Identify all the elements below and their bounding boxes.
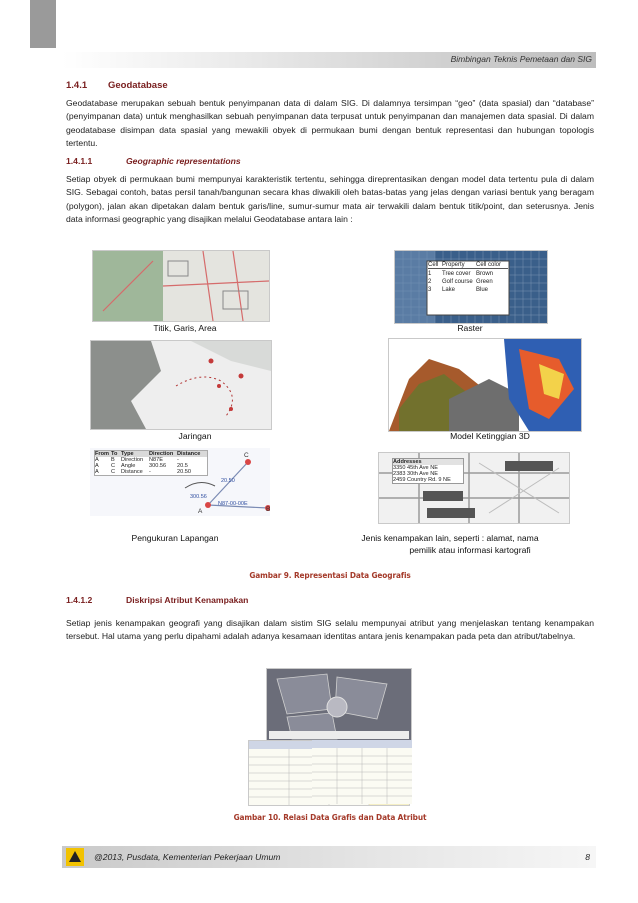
network-map-image [90,340,272,430]
subsection-heading-1 [66,156,241,166]
survey-th: To [111,451,118,457]
paragraph-attribute: Setiap jenis kenampakan geografi yang disajikan dalam sistim SIG selalu mempunyai atribut yang menjelaskan tentang kenampakan tersebut. Hal utama yang perlu dipahami adalah adanya kesamaan identitas antara jenis kenampakan pada peta dan atribut/tabelnya. [66,618,594,642]
survey-label-c: C [244,452,249,459]
survey-cell: Distance [121,469,143,475]
survey-cell: Angle [121,463,136,469]
raster-cell: Blue [476,287,489,293]
survey-cell: C [111,469,116,475]
caption-pengukuran: Pengukuran Lapangan [131,533,219,543]
addresses-title: Addresses [393,459,463,465]
survey-th: From [95,451,109,457]
subsection-number-2: 1.4.1.2 [66,595,93,605]
survey-cell: C [111,463,116,469]
raster-cell: Tree cover [442,271,471,277]
pu-logo-icon [66,848,84,866]
survey-th: Distance [177,451,201,457]
survey-label-a: A [198,508,203,515]
caption-titik-garis-area: Titik, Garis, Area [153,323,217,333]
raster-cell: Brown [476,271,494,277]
raster-cell: Green [476,279,493,285]
raster-th-property: Property [442,262,465,268]
survey-label-bearing: N87-00-00E [218,501,248,507]
paragraph-representations: Setiap obyek di permukaan bumi mempunyai karakteristik tertentu, sehingga direprentasikan dengan model data tertentu pula di dalam SIG. Sebagai contoh, batas persil tanah/bangunan secara khas diwakili oleh batas-batas yang jelas dengan variasi bentuk yang beragam (polygon), jalan akan dipetakan dalam bentuk garis/line, sumur-sumur mata air terwakili dalam bentuk titik/point, dan seterusnya. Jenis data informasi geographic yang disajikan melalui Geodatabase antara lain : [66,174,594,225]
address-item: 2459 Country Rd. 9 NE [393,477,451,483]
footer-text: @2013, Pusdata, Kementerian Pekerjaan Umum [94,852,281,862]
survey-th: Direction [149,451,174,457]
parcel-map-image [266,668,412,742]
section-number: 1.4.1 [66,80,88,91]
header-title: Bimbingan Teknis Pemetaan dan SIG [450,54,592,64]
page-number: 8 [585,852,590,862]
survey-cell: - [177,457,179,463]
subsection-number-1: 1.4.1.1 [66,156,93,166]
raster-cell: Golf course [442,279,473,285]
survey-th: Type [121,451,134,457]
survey-label-distance: 20.50 [221,478,235,484]
paragraph-geodatabase: Geodatabase merupakan sebuah bentuk penyimpanan data di dalam SIG. Di dalamnya tersimpan “geo” (data spasial) dan “database” (penyimpanan data) untuk menghasilkan sebuah penyimpanan data terpusat untuk penyimpanan dan manajemen data spasial. Di dalam geodatabase disimpan data spasial yang mewakili obyek di permukaan bumi dengan bentuk representasi dan hubungan topologis tertentu. [66,98,594,149]
raster-cell: 3 [428,287,432,293]
raster-th-color: Cell color [476,262,502,268]
caption-raster: Raster [457,323,483,333]
caption-jaringan: Jaringan [178,431,212,441]
survey-label-b: B [266,506,271,513]
raster-cell: Lake [442,287,456,293]
section-heading [66,80,168,91]
survey-cell: B [111,457,115,463]
survey-cell: 20.50 [177,469,191,475]
map-vector-image [92,250,270,322]
raster-cell: 2 [428,279,432,285]
survey-cell: Direction [121,457,144,463]
survey-cell: 20.5 [177,463,188,469]
figure-9-caption: Gambar 9. Representasi Data Geografis [249,570,411,580]
survey-cell: A [95,457,99,463]
caption-jenis-line2: pemilik atau informasi kartografi [409,545,531,555]
survey-cell: A [95,469,99,475]
attribute-table-image-right [312,740,412,804]
survey-table [94,450,208,476]
terrain-3d-image [388,338,582,432]
raster-th-cell: Cell [428,262,439,268]
caption-jenis-line1: Jenis kenampakan lain, seperti : alamat, nama [361,533,539,543]
survey-cell: - [149,469,151,475]
subsection-title-2: Diskripsi Atribut Kenampakan [126,595,249,605]
page-tab-marker [30,0,56,48]
survey-cell: N87E [149,457,163,463]
survey-label-angle: 300.56 [190,494,207,500]
raster-cell: 1 [428,271,432,277]
raster-property-table [428,262,508,293]
figure-10-caption: Gambar 10. Relasi Data Grafis dan Data Atribut [233,812,427,822]
section-title: Geodatabase [108,80,168,91]
caption-model-ketinggian: Model Ketinggian 3D [450,431,530,441]
survey-cell: 300.56 [149,463,167,469]
address-item: 3350 45th Ave NE [393,465,438,471]
subsection-title-1: Geographic representations [126,156,241,166]
addresses-box [392,458,464,484]
survey-cell: A [95,463,99,469]
subsection-heading-2 [66,595,248,605]
address-item: 2383 30th Ave NE [393,471,438,477]
